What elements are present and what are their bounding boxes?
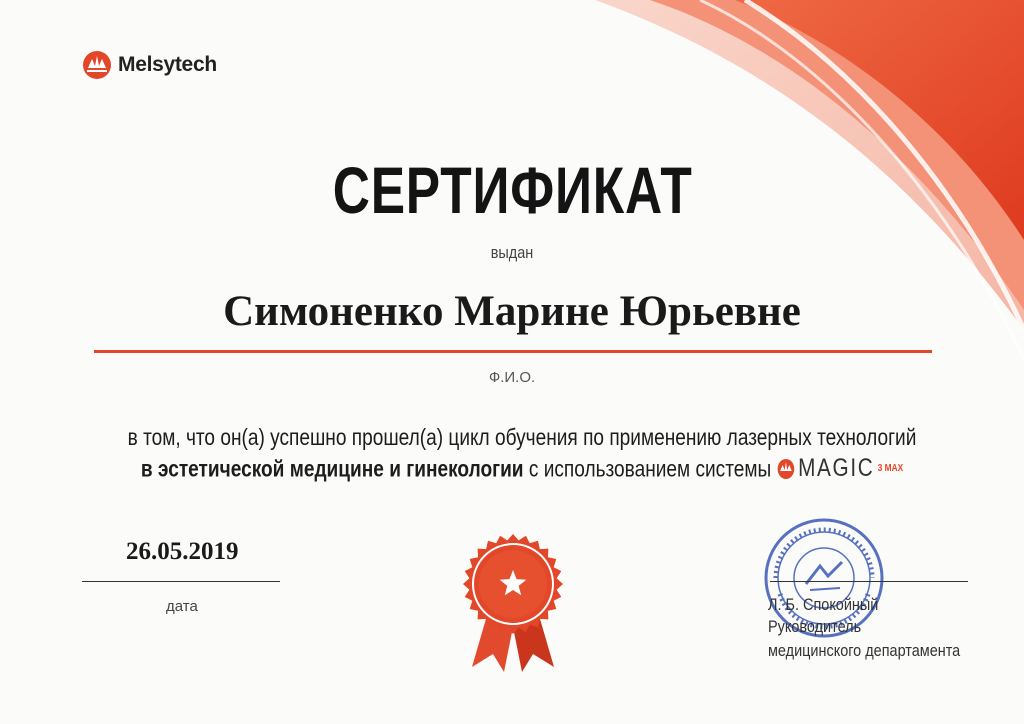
date-label: дата xyxy=(166,598,198,615)
magic-brand-superscript: 3 MAX xyxy=(877,463,904,474)
date-value: 26.05.2019 xyxy=(126,538,239,565)
name-underline xyxy=(94,350,932,353)
issued-label: выдан xyxy=(490,243,534,262)
body-line-2-rest: с использованием системы xyxy=(523,455,772,482)
magic-brand-mark xyxy=(777,453,904,484)
signer-name: Л. Б. Спокойный xyxy=(768,595,879,614)
body-line-2-bold: в эстетической медицине и гинекологии xyxy=(140,455,524,482)
signer-department: медицинского департамента xyxy=(768,641,961,660)
signer-role: Руководитель xyxy=(768,617,862,636)
logo-name: Melsytech xyxy=(118,53,217,76)
magic-brand-name: MAGIC xyxy=(798,454,875,482)
melsytech-burst-logo-icon xyxy=(82,50,112,80)
melsytech-logo xyxy=(82,50,217,80)
body-line-1: в том, что он(а) успешно прошел(а) цикл обучения по применению лазерных технологий xyxy=(127,424,917,450)
recipient-name: Симоненко Марине Юрьевне xyxy=(223,288,801,335)
certificate-body xyxy=(89,422,956,485)
certificate-title: СЕРТИФИКАТ xyxy=(332,153,693,227)
signature-underline xyxy=(770,581,968,582)
magic-burst-icon xyxy=(777,458,795,480)
body-line-2 xyxy=(89,453,956,485)
fio-label: Ф.И.О. xyxy=(488,369,536,386)
date-underline xyxy=(82,581,280,582)
award-rosette-star-icon xyxy=(448,522,578,672)
